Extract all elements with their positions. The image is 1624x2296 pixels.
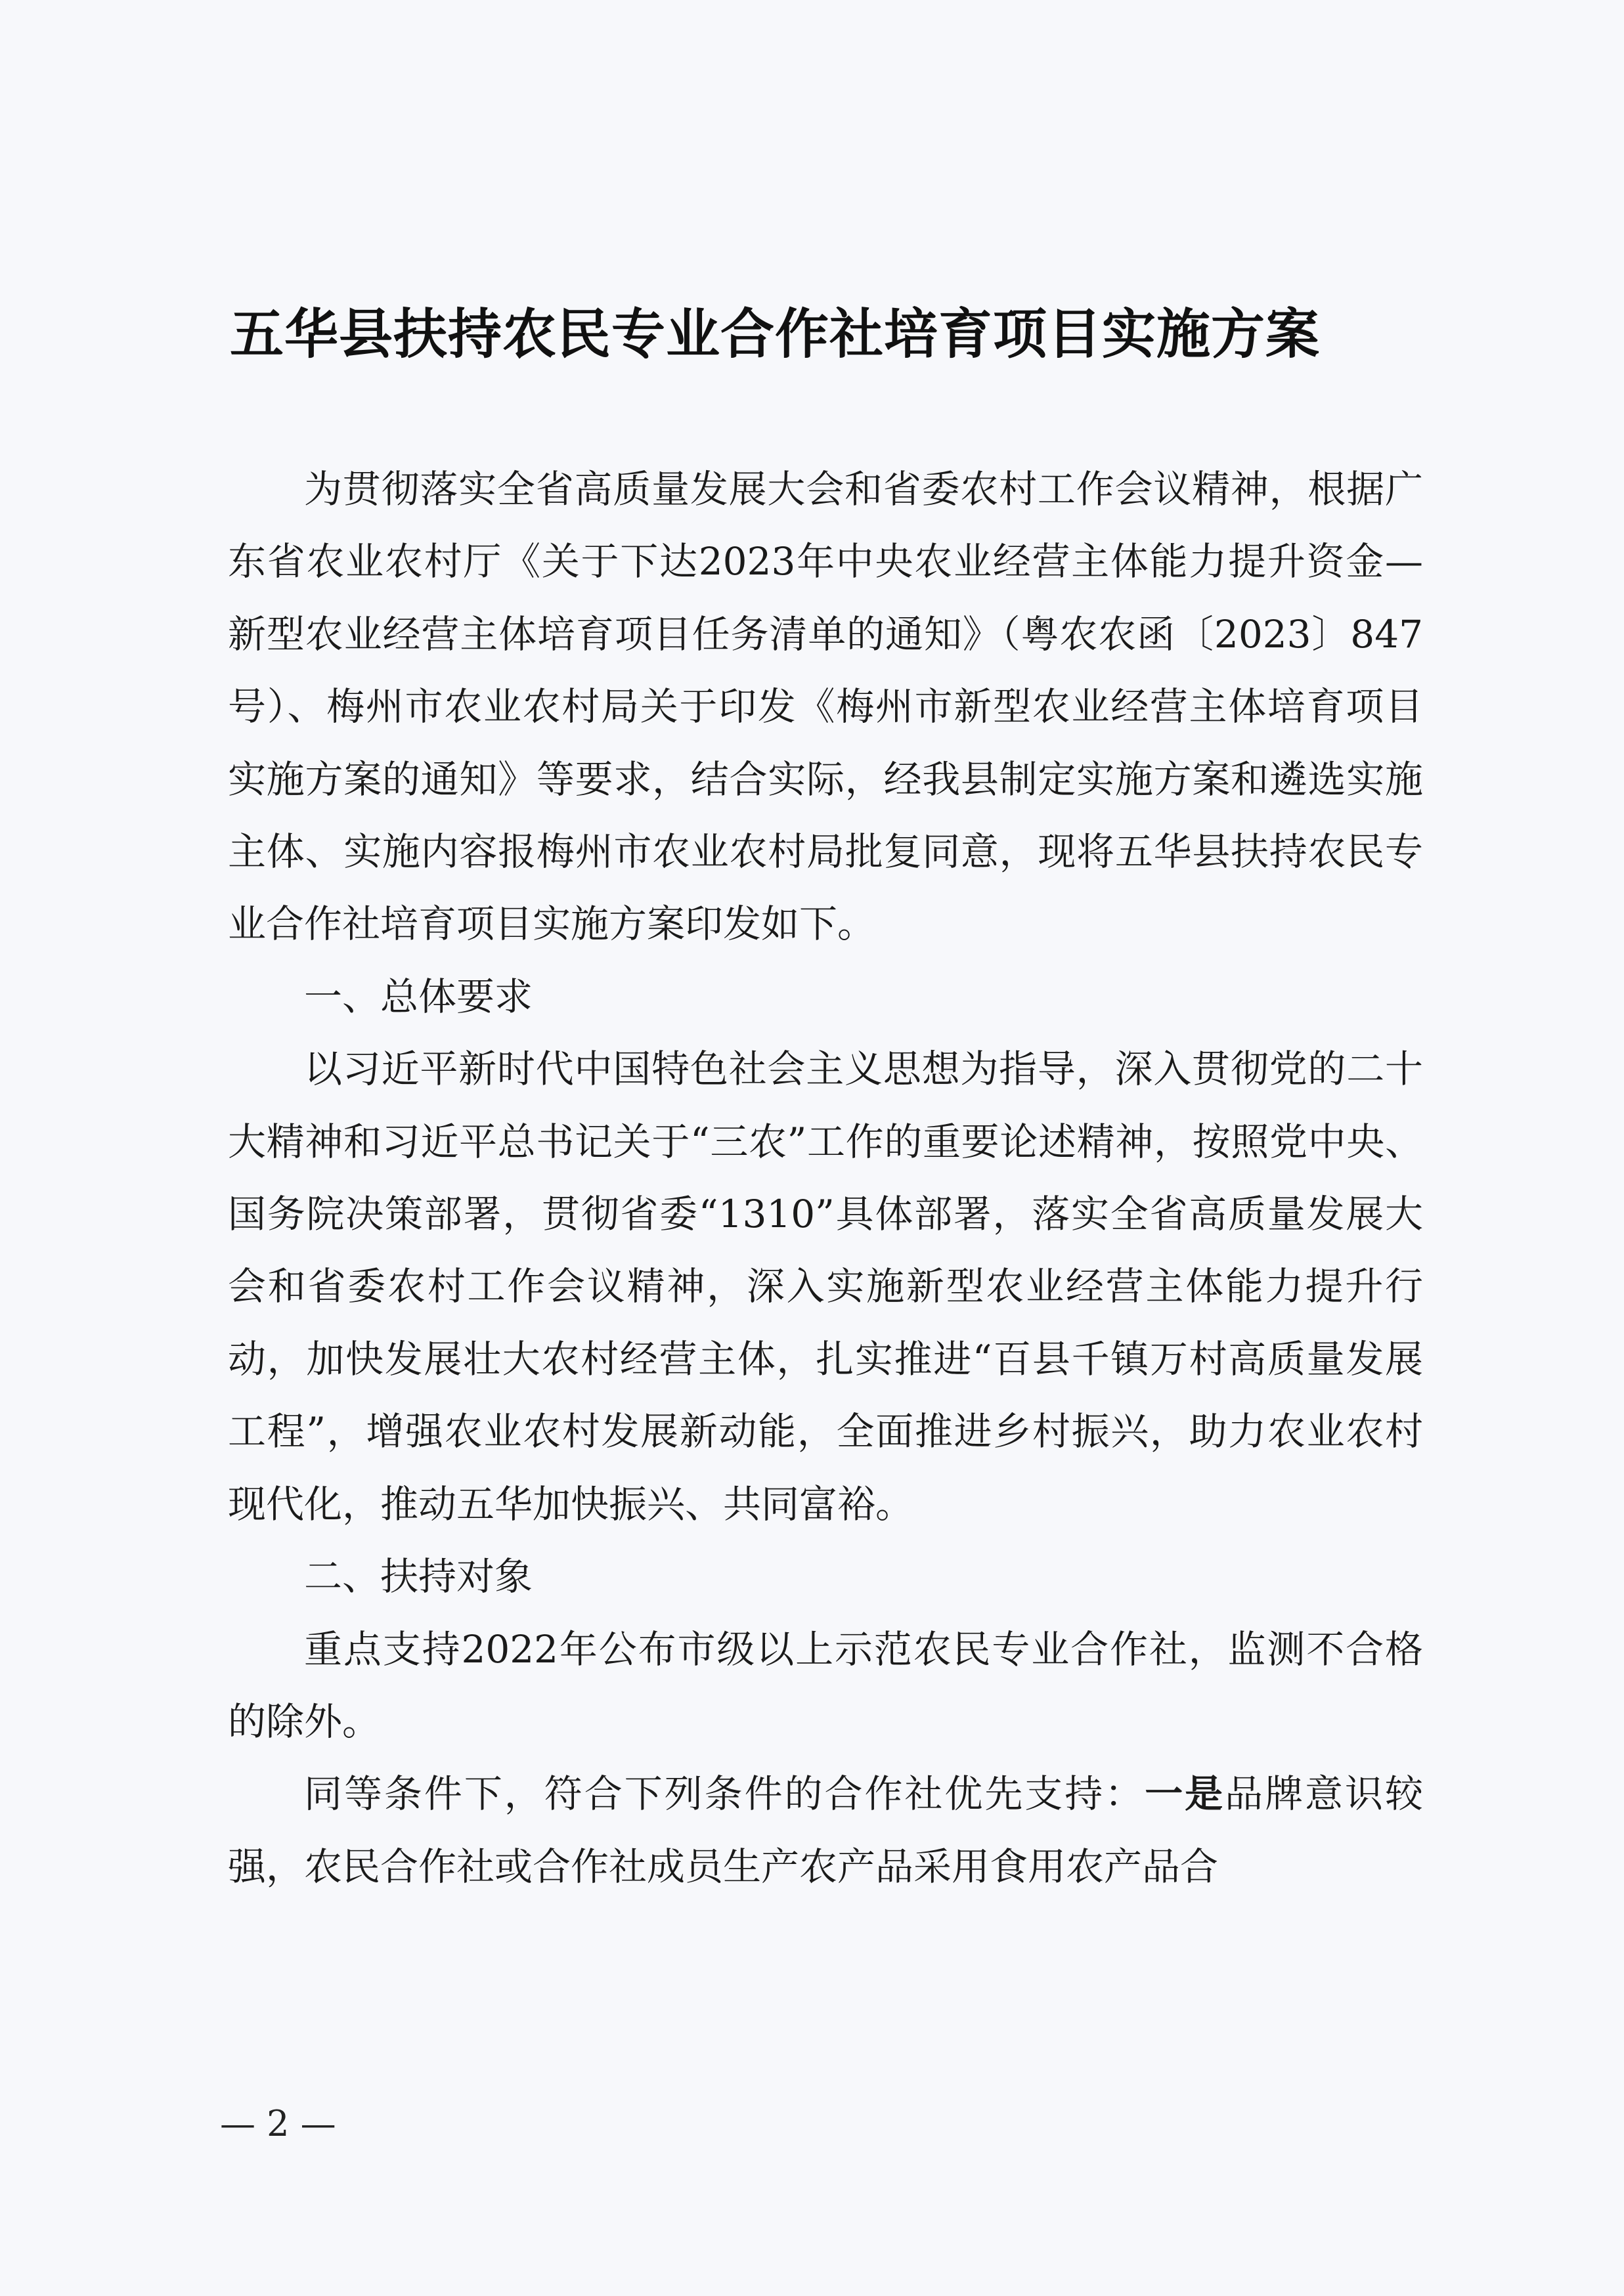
page-number: — 2 — xyxy=(220,2103,336,2144)
intro-paragraph: 为贯彻落实全省高质量发展大会和省委农村工作会议精神，根据广东省农业农村厅《关于下达2023年中央农业经营主体能力提升资金—新型农业经营主体培育项目任务清单的通知》（粤农农函〔2023〕847号）、梅州市农业农村局关于印发《梅州市新型农业经营主体培育项目实施方案的通知》等要求，结合实际，经我县制定实施方案和遴选实施主体、实施内容报梅州市农业农村局批复同意，现将五华县扶持农民专业合作社培育项目实施方案印发如下。 xyxy=(228,467,1423,947)
priority-support-paragraph xyxy=(228,1758,1423,1903)
priority-text: 品牌意识较强，农民合作社或合作社成员生产农产品采用食用农产品合 xyxy=(228,1771,1423,1889)
document-title: 五华县扶持农民专业合作社培育项目实施方案 xyxy=(230,303,1321,366)
overall-requirements-paragraph: 以习近平新时代中国特色社会主义思想为指导，深入贯彻党的二十大精神和习近平总书记关于“三农”工作的重要论述精神，按照党中央、国务院决策部署，贯彻省委“1310”具体部署，落实全省高质量发展大会和省委农村工作会议精神，深入实施新型农业经营主体能力提升行动，加快发展壮大农村经营主体，扎实推进“百县千镇万村高质量发展工程”，增强农业农村发展新动能，全面推进乡村振兴，助力农业农村现代化，推动五华加快振兴、共同富裕。 xyxy=(228,1047,1423,1527)
support-targets-paragraph: 重点支持2022年公布市级以上示范农民专业合作社，监测不合格的除外。 xyxy=(228,1626,1423,1744)
priority-lead: 同等条件下，符合下列条件的合作社优先支持： xyxy=(304,1771,1145,1817)
section-heading-support-targets: 二、扶持对象 xyxy=(304,1554,533,1599)
priority-marker: 一是 xyxy=(1145,1771,1225,1817)
section-heading-overall-requirements: 一、总体要求 xyxy=(304,974,533,1019)
document-body xyxy=(228,453,1423,1903)
